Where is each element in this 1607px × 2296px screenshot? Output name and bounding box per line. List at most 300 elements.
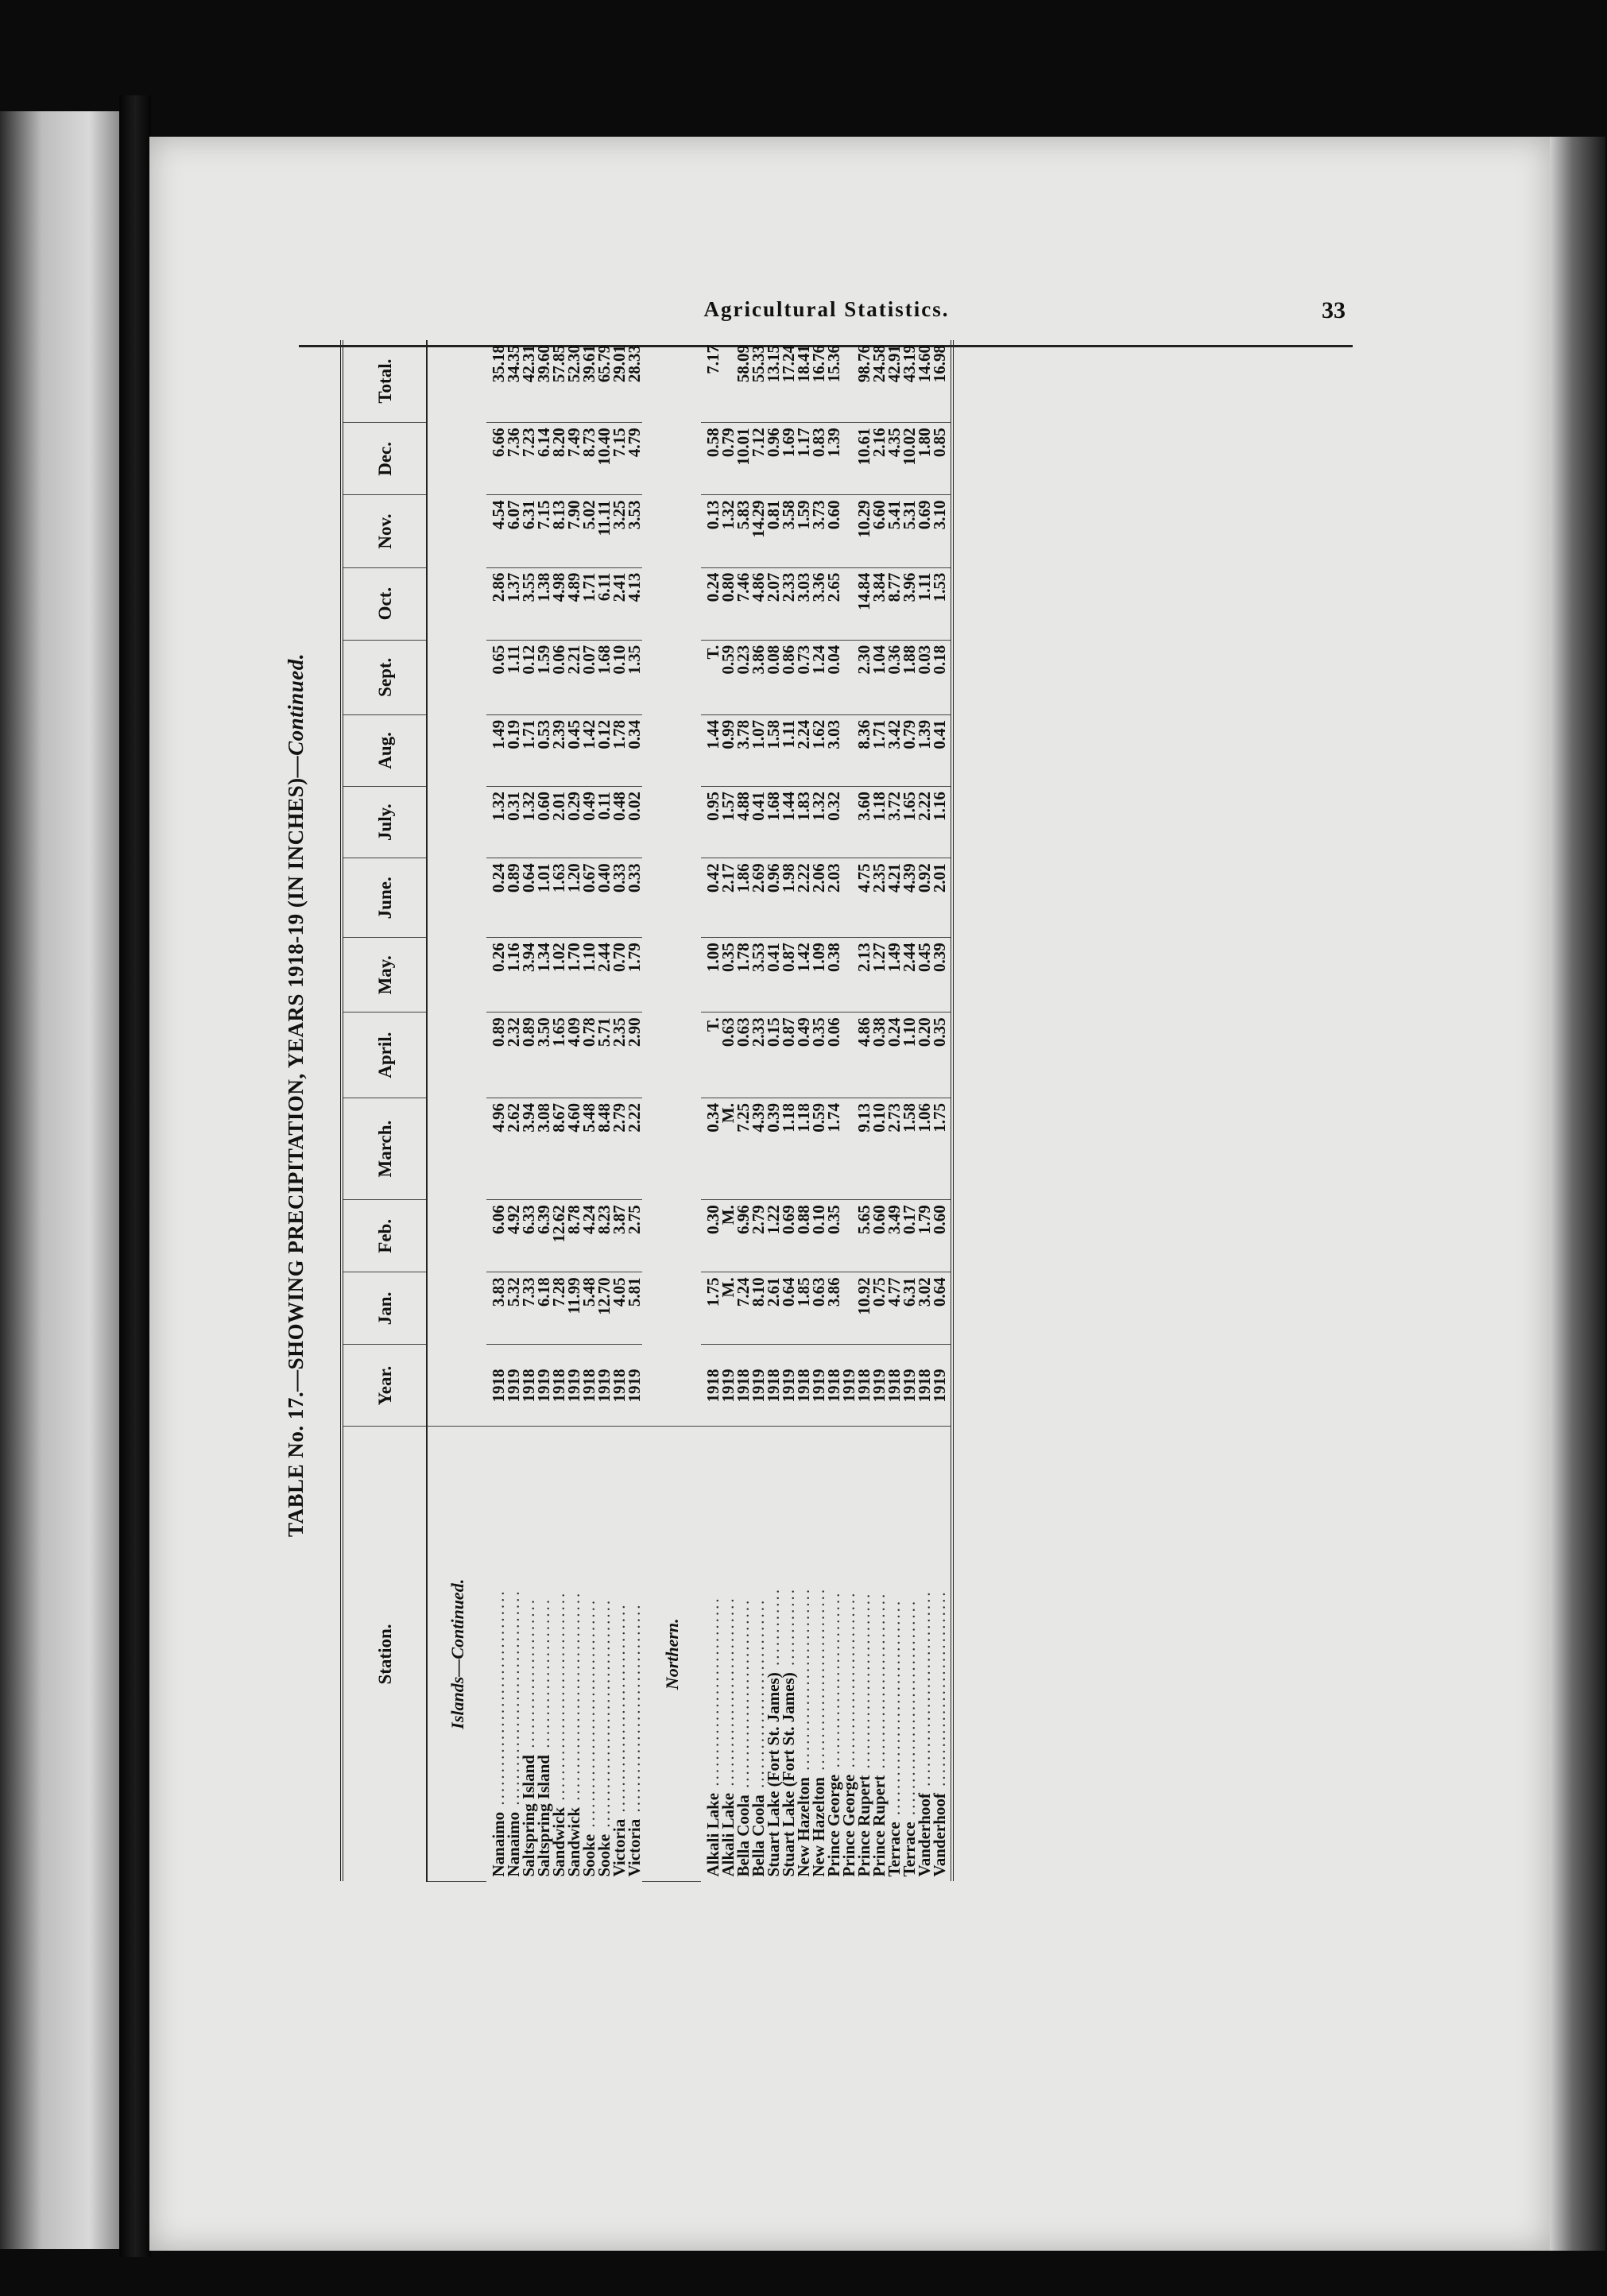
value-cell: 4.05 [612, 1272, 627, 1345]
value-cell: 2.75 [627, 1200, 642, 1272]
value-cell: 0.32 [827, 787, 842, 858]
value-cell: 2.79 [751, 1200, 766, 1272]
total-cell: 29.01 [612, 340, 627, 423]
value-cell: 1.63 [552, 858, 567, 938]
value-cell: 0.79 [902, 714, 917, 786]
header-row [342, 340, 427, 1882]
column-header: June. [342, 858, 427, 938]
value-cell: 0.13 [701, 495, 721, 567]
value-cell: 4.88 [736, 787, 751, 858]
station-name: Prince George [839, 1774, 858, 1877]
value-cell: 7.15 [612, 423, 627, 495]
value-cell: 3.58 [781, 495, 796, 567]
year-cell: 1918 [827, 1345, 842, 1427]
total-cell: 24.58 [872, 340, 887, 423]
dot-leader: ........................... [824, 1590, 843, 1775]
value-cell: 0.89 [486, 1012, 506, 1098]
value-cell: 1.04 [872, 640, 887, 714]
value-cell: 1.32 [486, 787, 506, 858]
value-cell: 1.16 [506, 938, 521, 1012]
value-cell: 1.86 [736, 858, 751, 938]
column-header: March. [342, 1098, 427, 1199]
value-cell: 8.20 [552, 423, 567, 495]
value-cell: 10.29 [857, 495, 872, 567]
value-cell: 6.31 [902, 1272, 917, 1345]
value-cell: 0.63 [721, 1012, 736, 1098]
station-name: Vanderhoof [930, 1793, 949, 1877]
year-cell: 1918 [766, 1345, 781, 1427]
value-cell: 5.65 [857, 1200, 872, 1272]
value-cell: 7.46 [736, 567, 751, 640]
value-cell: 1.85 [796, 1272, 811, 1345]
value-cell: 8.23 [597, 1200, 612, 1272]
value-cell: 0.58 [701, 423, 721, 495]
value-cell: 2.33 [751, 1012, 766, 1098]
value-cell: 1.49 [486, 714, 506, 786]
total-cell: 39.61 [582, 340, 597, 423]
value-cell: 1.59 [536, 640, 552, 714]
value-cell: 0.23 [736, 640, 751, 714]
value-cell: 0.18 [932, 640, 952, 714]
value-cell: M. [721, 1272, 736, 1345]
value-cell: 2.62 [506, 1098, 521, 1199]
dot-leader: ................................ [625, 1602, 644, 1819]
dot-leader: ................................. [900, 1598, 919, 1822]
value-cell: 1.27 [872, 938, 887, 1012]
total-cell: 16.98 [932, 340, 952, 423]
value-cell: 4.77 [887, 1272, 902, 1345]
total-cell: 42.31 [521, 340, 536, 423]
value-cell: 0.86 [781, 640, 796, 714]
value-cell: 2.65 [827, 567, 842, 640]
value-cell: 5.83 [736, 495, 751, 567]
value-cell: 8.13 [552, 495, 567, 567]
value-cell: 3.72 [887, 787, 902, 858]
station-name: Bella Coola [734, 1795, 753, 1877]
value-cell: 10.02 [902, 423, 917, 495]
value-cell: 0.19 [506, 714, 521, 786]
value-cell: 0.87 [781, 938, 796, 1012]
value-cell: 4.60 [567, 1098, 582, 1199]
station-name: New Hazelton [809, 1777, 828, 1877]
value-cell: 1.71 [521, 714, 536, 786]
value-cell: 1.88 [902, 640, 917, 714]
value-cell: 0.49 [796, 1012, 811, 1098]
value-cell: 3.53 [627, 495, 642, 567]
dot-leader: ............................. [749, 1597, 768, 1795]
value-cell: 7.33 [521, 1272, 536, 1345]
year-cell: 1918 [736, 1345, 751, 1427]
station-name: Sooke [594, 1833, 614, 1877]
page-number: 33 [1322, 297, 1346, 323]
value-cell: 4.92 [506, 1200, 521, 1272]
value-cell: 0.64 [781, 1272, 796, 1345]
dot-leader: ....................... [519, 1597, 538, 1756]
value-cell: 2.24 [796, 714, 811, 786]
table-title [280, 420, 312, 1771]
value-cell: 2.01 [932, 858, 952, 938]
section-row [427, 340, 486, 1882]
value-cell: 2.41 [612, 567, 627, 640]
value-cell: 0.41 [766, 938, 781, 1012]
value-cell: 1.18 [796, 1098, 811, 1199]
value-cell: 1.01 [536, 858, 552, 938]
station-name: Saltspring Island [534, 1755, 553, 1877]
value-cell: 0.92 [917, 858, 932, 938]
value-cell: 0.35 [827, 1200, 842, 1272]
value-cell: 1.68 [766, 787, 781, 858]
value-cell: 1.18 [781, 1098, 796, 1199]
total-cell: 43.19 [902, 340, 917, 423]
facing-page [0, 111, 119, 2249]
station-name: Sandwick [549, 1806, 568, 1877]
value-cell: 0.24 [887, 1012, 902, 1098]
value-cell: 0.60 [827, 495, 842, 567]
value-cell: 3.86 [751, 640, 766, 714]
value-cell: 1.75 [932, 1098, 952, 1199]
value-cell: 0.70 [612, 938, 627, 1012]
total-cell: 65.79 [597, 340, 612, 423]
value-cell: 0.34 [701, 1098, 721, 1199]
value-cell: 1.79 [917, 1200, 932, 1272]
value-cell: 7.24 [736, 1272, 751, 1345]
value-cell: 6.96 [736, 1200, 751, 1272]
value-cell: 2.90 [627, 1012, 642, 1098]
value-cell: 14.84 [857, 567, 872, 640]
value-cell: 14.29 [751, 495, 766, 567]
column-header: Aug. [342, 714, 427, 786]
value-cell: 0.60 [932, 1200, 952, 1272]
dot-leader: ................................. [504, 1589, 523, 1812]
value-cell: 1.57 [721, 787, 736, 858]
station-name: Nanaimo [504, 1811, 523, 1877]
value-cell: 3.78 [736, 714, 751, 786]
total-cell: 13.15 [766, 340, 781, 423]
total-cell: 16.76 [811, 340, 827, 423]
table-row [627, 340, 642, 1882]
value-cell: 5.48 [582, 1272, 597, 1345]
value-cell: 2.22 [796, 858, 811, 938]
value-cell: 4.86 [857, 1012, 872, 1098]
total-cell: 98.76 [857, 340, 872, 423]
value-cell: 0.69 [917, 495, 932, 567]
column-header: Nov. [342, 495, 427, 567]
value-cell: 0.20 [917, 1012, 932, 1098]
value-cell: 1.24 [811, 640, 827, 714]
value-cell: 3.87 [612, 1200, 627, 1272]
value-cell: 1.20 [567, 858, 582, 938]
year-cell: 1918 [796, 1345, 811, 1427]
value-cell: 10.61 [857, 423, 872, 495]
year-cell: 1918 [521, 1345, 536, 1427]
value-cell: 1.62 [811, 714, 827, 786]
value-cell: 9.13 [857, 1098, 872, 1199]
value-cell: 3.86 [827, 1272, 842, 1345]
value-cell: 0.95 [701, 787, 721, 858]
value-cell: 1.42 [796, 938, 811, 1012]
value-cell: 0.42 [701, 858, 721, 938]
column-header: Station. [342, 1427, 427, 1882]
value-cell: 1.44 [701, 714, 721, 786]
value-cell: 1.11 [506, 640, 521, 714]
value-cell: 2.44 [597, 938, 612, 1012]
dot-leader: .............................. [915, 1589, 934, 1794]
value-cell: 1.78 [736, 938, 751, 1012]
value-cell: 0.59 [811, 1098, 827, 1199]
column-header: May. [342, 938, 427, 1012]
year-cell: 1919 [597, 1345, 612, 1427]
value-cell: 3.03 [796, 567, 811, 640]
value-cell: 1.38 [536, 567, 552, 640]
year-cell: 1919 [902, 1345, 917, 1427]
value-cell: 10.92 [857, 1272, 872, 1345]
value-cell: 3.49 [887, 1200, 902, 1272]
total-cell: 57.85 [552, 340, 567, 423]
year-cell: 1918 [552, 1345, 567, 1427]
value-cell: 1.78 [612, 714, 627, 786]
value-cell: 7.90 [567, 495, 582, 567]
value-cell: 0.08 [766, 640, 781, 714]
value-cell: 1.65 [552, 1012, 567, 1098]
value-cell: 0.45 [917, 938, 932, 1012]
value-cell: 0.69 [781, 1200, 796, 1272]
value-cell: 0.07 [582, 640, 597, 714]
value-cell: 0.26 [486, 938, 506, 1012]
value-cell: 3.73 [811, 495, 827, 567]
total-cell: 42.91 [887, 340, 902, 423]
station-name: Victoria [610, 1818, 629, 1877]
value-cell: 0.38 [872, 1012, 887, 1098]
value-cell: 0.53 [536, 714, 552, 786]
value-cell: 8.77 [887, 567, 902, 640]
year-cell: 1919 [811, 1345, 827, 1427]
value-cell: 4.96 [486, 1098, 506, 1199]
value-cell: 0.35 [932, 1012, 952, 1098]
year-cell: 1918 [486, 1345, 506, 1427]
section-title: Northern. [642, 1427, 701, 1882]
value-cell: 6.06 [486, 1200, 506, 1272]
value-cell: 4.86 [751, 567, 766, 640]
value-cell: 0.12 [597, 714, 612, 786]
dot-leader: ....................... [534, 1597, 553, 1756]
value-cell: 8.73 [582, 423, 597, 495]
value-cell: 1.70 [567, 938, 582, 1012]
value-cell: 8.10 [751, 1272, 766, 1345]
value-cell: 1.11 [781, 714, 796, 786]
value-cell: 0.73 [796, 640, 811, 714]
column-header: Jan. [342, 1272, 427, 1345]
dot-leader: ................................... [594, 1597, 614, 1834]
value-cell: 1.32 [811, 787, 827, 858]
value-cell: 7.23 [521, 423, 536, 495]
value-cell: 3.83 [486, 1272, 506, 1345]
value-cell: 8.78 [567, 1200, 582, 1272]
station-name: Bella Coola [749, 1795, 768, 1877]
year-cell: 1919 [506, 1345, 521, 1427]
value-cell: 2.79 [612, 1098, 627, 1199]
value-cell: 0.33 [627, 858, 642, 938]
value-cell: 11.99 [567, 1272, 582, 1345]
column-header: Oct. [342, 567, 427, 640]
value-cell: 0.63 [736, 1012, 751, 1098]
value-cell: 0.81 [766, 495, 781, 567]
year-cell: 1919 [781, 1345, 796, 1427]
station-name: Saltspring Island [519, 1755, 538, 1877]
value-cell: 0.33 [612, 858, 627, 938]
value-cell: 1.00 [701, 938, 721, 1012]
value-cell: 2.39 [552, 714, 567, 786]
dot-leader: ........................... [869, 1591, 889, 1775]
value-cell: 1.17 [796, 423, 811, 495]
value-cell: 0.88 [796, 1200, 811, 1272]
value-cell: 2.32 [506, 1012, 521, 1098]
page-edge [1550, 137, 1605, 2251]
value-cell: 0.02 [627, 787, 642, 858]
value-cell: M. [721, 1098, 736, 1199]
value-cell: 0.40 [597, 858, 612, 938]
value-cell: 0.59 [721, 640, 736, 714]
station-name: Stuart Lake (Fort St. James) [779, 1672, 798, 1877]
station-name: Victoria [625, 1818, 644, 1877]
dot-leader: ............ [764, 1587, 783, 1673]
year-cell: 1919 [872, 1345, 887, 1427]
value-cell: 1.44 [781, 787, 796, 858]
year-cell: 1918 [887, 1345, 902, 1427]
value-cell: 2.21 [567, 640, 582, 714]
value-cell: 5.71 [597, 1012, 612, 1098]
column-header: Sept. [342, 640, 427, 714]
value-cell: 0.10 [872, 1098, 887, 1199]
total-cell: 14.60 [917, 340, 932, 423]
value-cell: 0.15 [766, 1012, 781, 1098]
value-cell: 3.36 [811, 567, 827, 640]
value-cell: 3.25 [612, 495, 627, 567]
value-cell: 2.44 [902, 938, 917, 1012]
value-cell: 2.30 [857, 640, 872, 714]
value-cell: 0.12 [521, 640, 536, 714]
value-cell: 1.83 [796, 787, 811, 858]
value-cell: 1.58 [766, 714, 781, 786]
value-cell: 3.94 [521, 938, 536, 1012]
value-cell: 1.32 [521, 787, 536, 858]
value-cell: 2.35 [612, 1012, 627, 1098]
value-cell: 1.53 [932, 567, 952, 640]
value-cell: 4.13 [627, 567, 642, 640]
value-cell: 7.36 [506, 423, 521, 495]
dot-leader: ............ [779, 1587, 798, 1673]
value-cell: 0.06 [827, 1012, 842, 1098]
column-header: July. [342, 787, 427, 858]
station-name: New Hazelton [794, 1777, 813, 1877]
value-cell: 1.18 [872, 787, 887, 858]
value-cell: 6.31 [521, 495, 536, 567]
dot-leader: ............................. [734, 1597, 753, 1795]
value-cell: 0.60 [536, 787, 552, 858]
station-name: Sooke [579, 1833, 598, 1877]
value-cell: 2.35 [872, 858, 887, 938]
value-cell: 0.89 [521, 1012, 536, 1098]
value-cell: 0.34 [627, 714, 642, 786]
value-cell: 0.06 [552, 640, 567, 714]
value-cell: 0.10 [811, 1200, 827, 1272]
year-cell: 1919 [932, 1345, 952, 1427]
value-cell: 4.35 [887, 423, 902, 495]
value-cell: 6.11 [597, 567, 612, 640]
value-cell: 0.67 [582, 858, 597, 938]
value-cell: 1.49 [887, 938, 902, 1012]
station-name: Prince Rupert [854, 1775, 873, 1877]
value-cell: 3.55 [521, 567, 536, 640]
value-cell: 1.34 [536, 938, 552, 1012]
section-spacer [642, 340, 701, 1427]
value-cell: 11.11 [597, 495, 612, 567]
value-cell: 0.64 [521, 858, 536, 938]
dot-leader: ............................. [703, 1596, 722, 1793]
table-body [427, 340, 952, 1882]
station-name: Nanaimo [489, 1811, 508, 1877]
value-cell: 7.12 [751, 423, 766, 495]
value-cell: 6.66 [486, 423, 506, 495]
value-cell: 0.39 [932, 938, 952, 1012]
value-cell: 2.03 [827, 858, 842, 938]
value-cell: 0.24 [701, 567, 721, 640]
value-cell: 1.58 [902, 1098, 917, 1199]
value-cell: 4.98 [552, 567, 567, 640]
value-cell: 3.02 [917, 1272, 932, 1345]
value-cell: 0.17 [902, 1200, 917, 1272]
value-cell: 6.18 [536, 1272, 552, 1345]
value-cell: 1.65 [902, 787, 917, 858]
value-cell: 2.33 [781, 567, 796, 640]
value-cell: 6.33 [521, 1200, 536, 1272]
value-cell: 2.06 [811, 858, 827, 938]
dot-leader: ........................... [854, 1591, 873, 1775]
station-name: Sandwick [564, 1806, 583, 1877]
dot-leader: ................................. [885, 1598, 904, 1822]
value-cell: 1.10 [582, 938, 597, 1012]
value-cell: 3.84 [872, 567, 887, 640]
value-cell: 0.41 [751, 787, 766, 858]
value-cell: 0.10 [612, 640, 627, 714]
value-cell: 5.81 [627, 1272, 642, 1345]
value-cell: 1.16 [932, 787, 952, 858]
value-cell: 1.74 [827, 1098, 842, 1199]
dot-leader: ................................. [489, 1589, 508, 1812]
year-cell: 1918 [857, 1345, 872, 1427]
total-cell: 35.18 [486, 340, 506, 423]
value-cell: 0.45 [567, 714, 582, 786]
value-cell: 3.08 [536, 1098, 552, 1199]
value-cell: 0.85 [932, 423, 952, 495]
value-cell: 0.78 [582, 1012, 597, 1098]
value-cell: 2.01 [552, 787, 567, 858]
dot-leader: .............................. [930, 1589, 949, 1794]
year-cell: 1919 [721, 1345, 736, 1427]
value-cell: 2.16 [872, 423, 887, 495]
dot-leader: ................................ [564, 1590, 583, 1807]
value-cell: 1.11 [917, 567, 932, 640]
rotated-table-block [280, 332, 1059, 1882]
value-cell: 2.07 [766, 567, 781, 640]
year-cell: 1919 [751, 1345, 766, 1427]
year-cell: 1919 [536, 1345, 552, 1427]
value-cell: 6.60 [872, 495, 887, 567]
value-cell: 2.69 [751, 858, 766, 938]
dot-leader: ........................... [839, 1590, 858, 1775]
station-name: Terrace [885, 1822, 904, 1877]
total-cell: 34.35 [506, 340, 521, 423]
value-cell: 0.60 [872, 1200, 887, 1272]
